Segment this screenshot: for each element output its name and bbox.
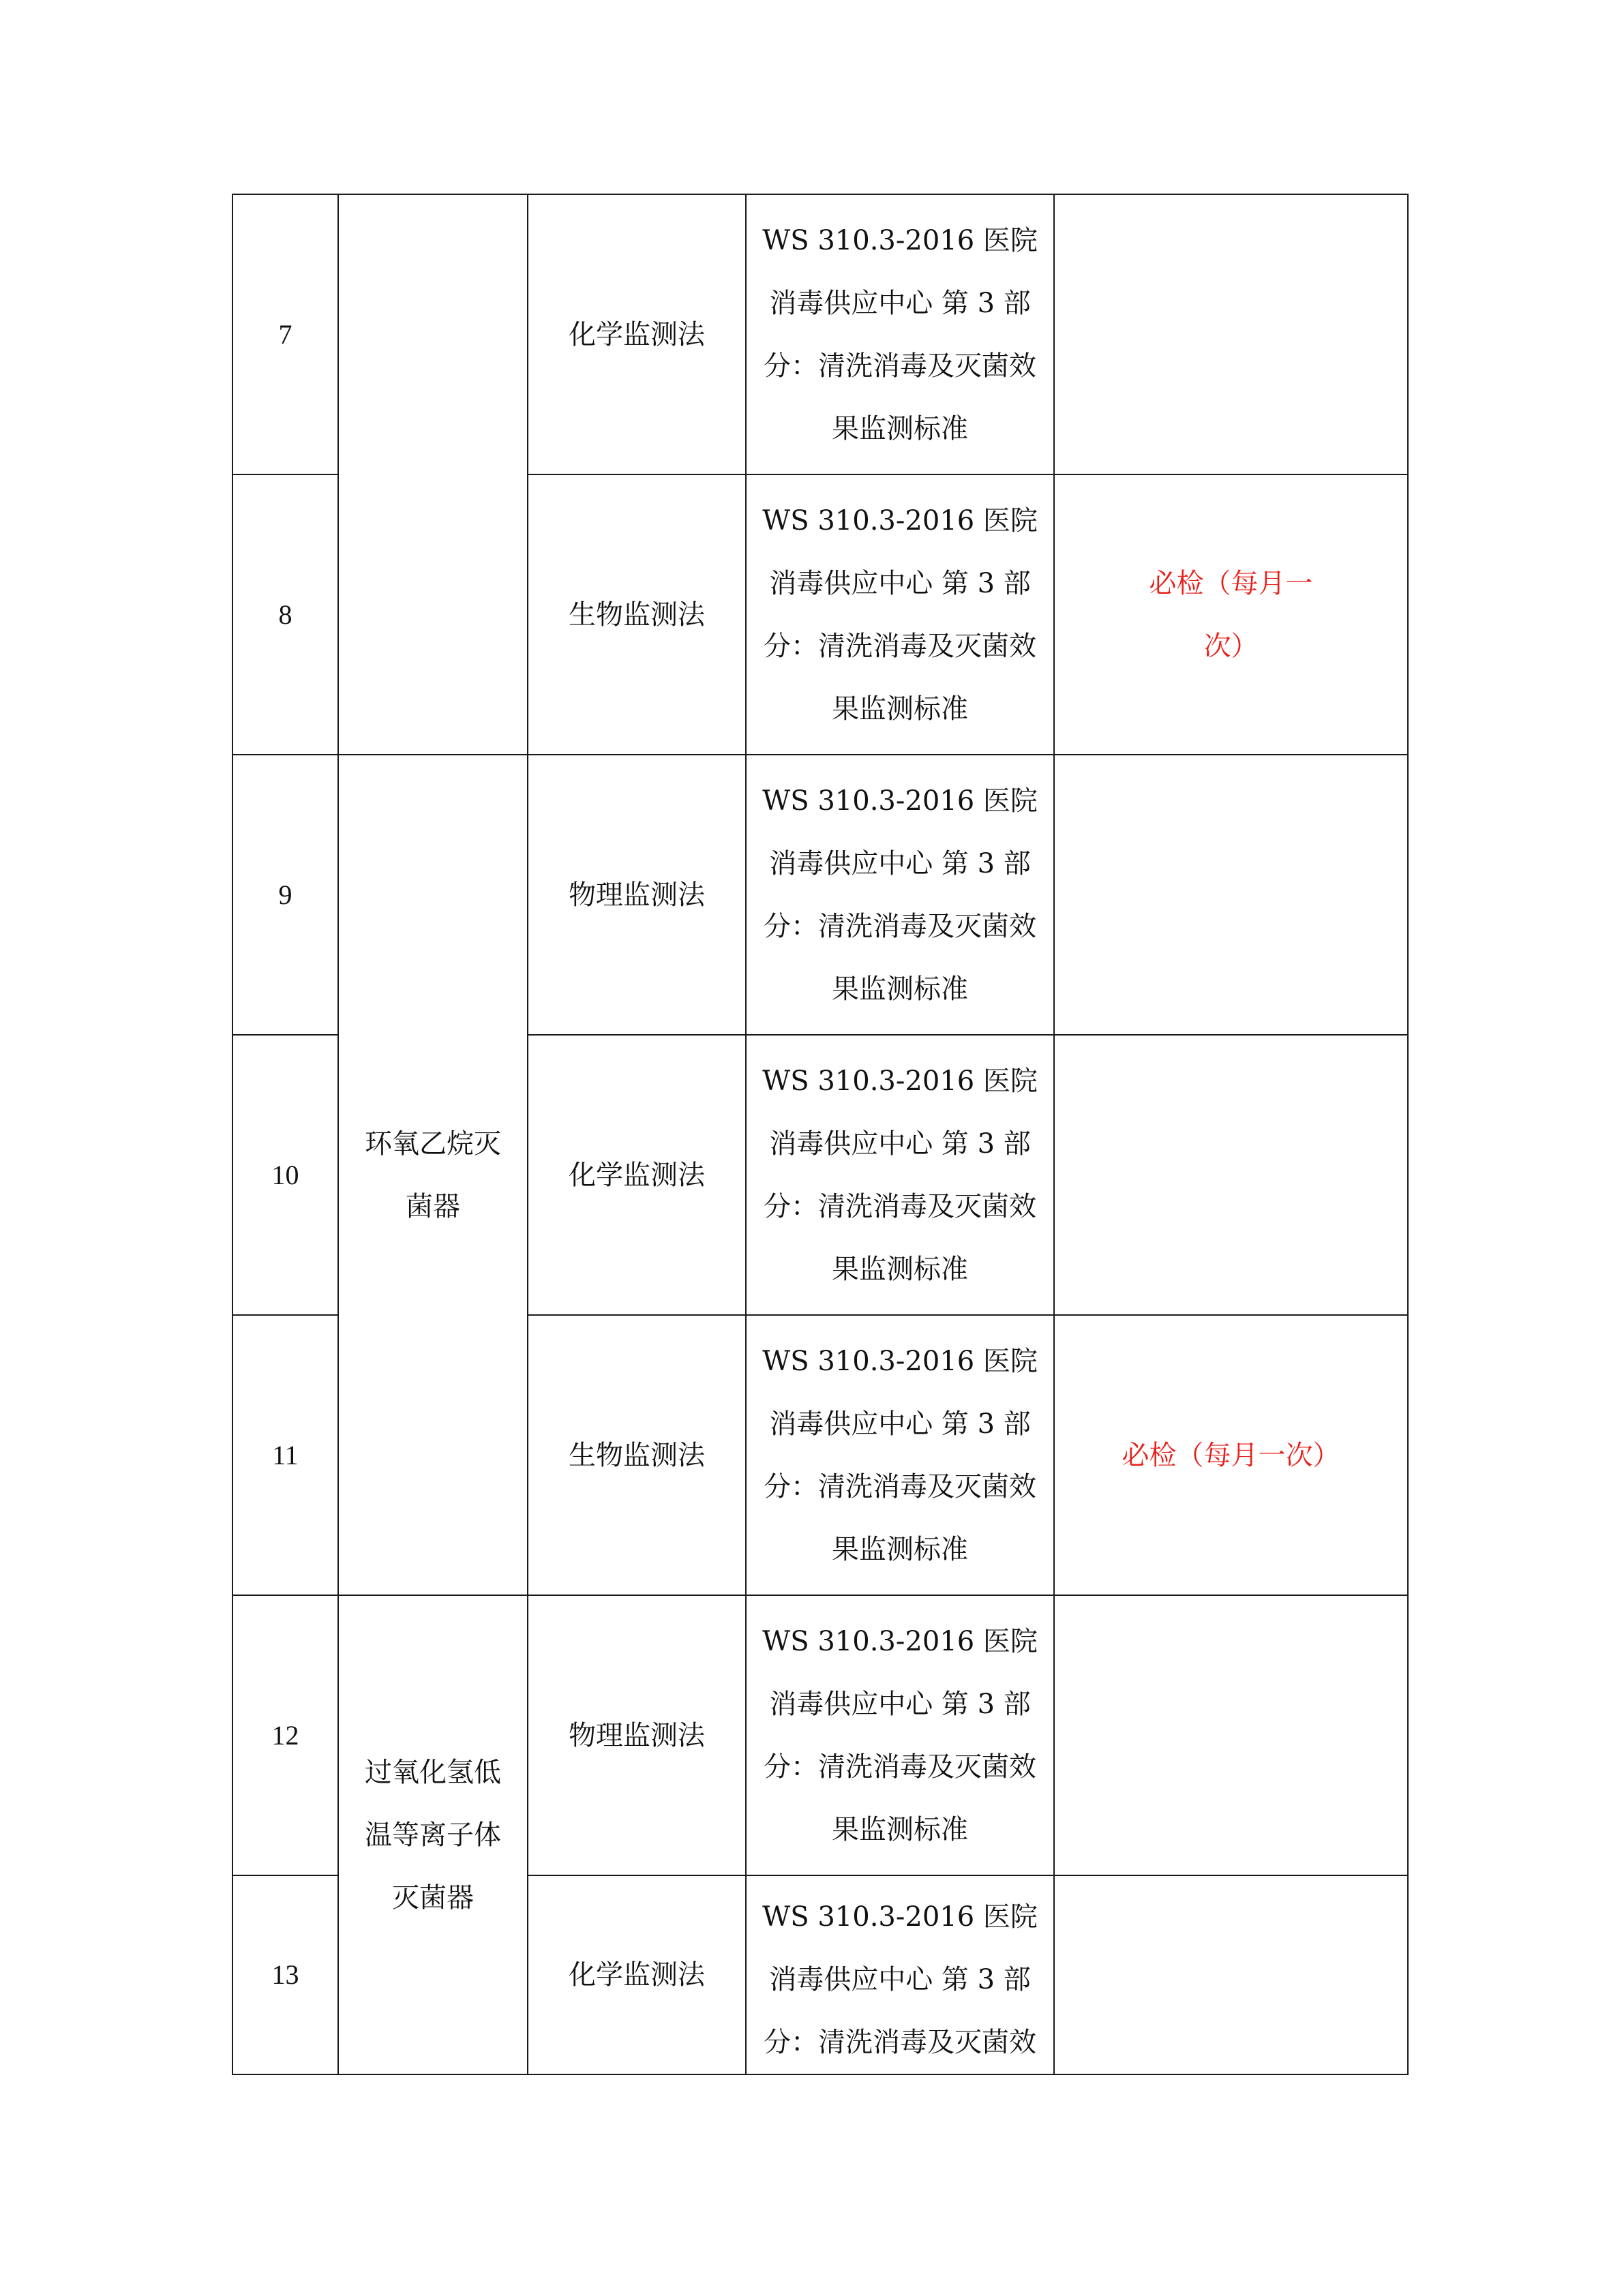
method-cell: 物理监测法 [528, 1595, 746, 1875]
note-cell [1054, 1595, 1408, 1875]
equipment-cell: 过氧化氢低 温等离子体 灭菌器 [338, 1595, 528, 2074]
note-cell [1054, 194, 1408, 474]
method-cell: 化学监测法 [528, 1035, 746, 1315]
inspection-table [232, 194, 1409, 2075]
standard-cell: WS 310.3-2016 医院 消毒供应中心 第 3 部 分：清洗消毒及灭菌效 果监测标准 [746, 474, 1054, 755]
row-number: 11 [232, 1315, 338, 1595]
standard-cell: WS 310.3-2016 医院 消毒供应中心 第 3 部 分：清洗消毒及灭菌效 果监测标准 [746, 755, 1054, 1035]
note-cell [1054, 755, 1408, 1035]
method-cell: 物理监测法 [528, 755, 746, 1035]
note-cell [1054, 1875, 1408, 2074]
table-row [232, 194, 1408, 474]
method-cell: 生物监测法 [528, 1315, 746, 1595]
row-number: 8 [232, 474, 338, 755]
row-number: 10 [232, 1035, 338, 1315]
standard-cell: WS 310.3-2016 医院 消毒供应中心 第 3 部 分：清洗消毒及灭菌效 果监测标准 [746, 1035, 1054, 1315]
required-note: 必检（每月一次） [1122, 1439, 1340, 1471]
standard-cell: WS 310.3-2016 医院 消毒供应中心 第 3 部 分：清洗消毒及灭菌效 [746, 1875, 1054, 2074]
equipment-cell: 环氧乙烷灭 菌器 [338, 755, 528, 1595]
row-number: 13 [232, 1875, 338, 2074]
standard-cell: WS 310.3-2016 医院 消毒供应中心 第 3 部 分：清洗消毒及灭菌效 果监测标准 [746, 1595, 1054, 1875]
method-cell: 化学监测法 [528, 1875, 746, 2074]
method-cell: 化学监测法 [528, 194, 746, 474]
standard-cell: WS 310.3-2016 医院 消毒供应中心 第 3 部 分：清洗消毒及灭菌效 果监测标准 [746, 194, 1054, 474]
required-note: 必检（每月一次） [1149, 567, 1313, 662]
note-cell [1054, 1315, 1408, 1595]
row-number: 9 [232, 755, 338, 1035]
note-cell [1054, 474, 1408, 755]
row-number: 12 [232, 1595, 338, 1875]
table-row [232, 755, 1408, 1035]
equipment-cell [338, 194, 528, 755]
method-cell: 生物监测法 [528, 474, 746, 755]
row-number: 7 [232, 194, 338, 474]
note-cell [1054, 1035, 1408, 1315]
standard-cell: WS 310.3-2016 医院 消毒供应中心 第 3 部 分：清洗消毒及灭菌效 果监测标准 [746, 1315, 1054, 1595]
table-row [232, 1595, 1408, 1875]
